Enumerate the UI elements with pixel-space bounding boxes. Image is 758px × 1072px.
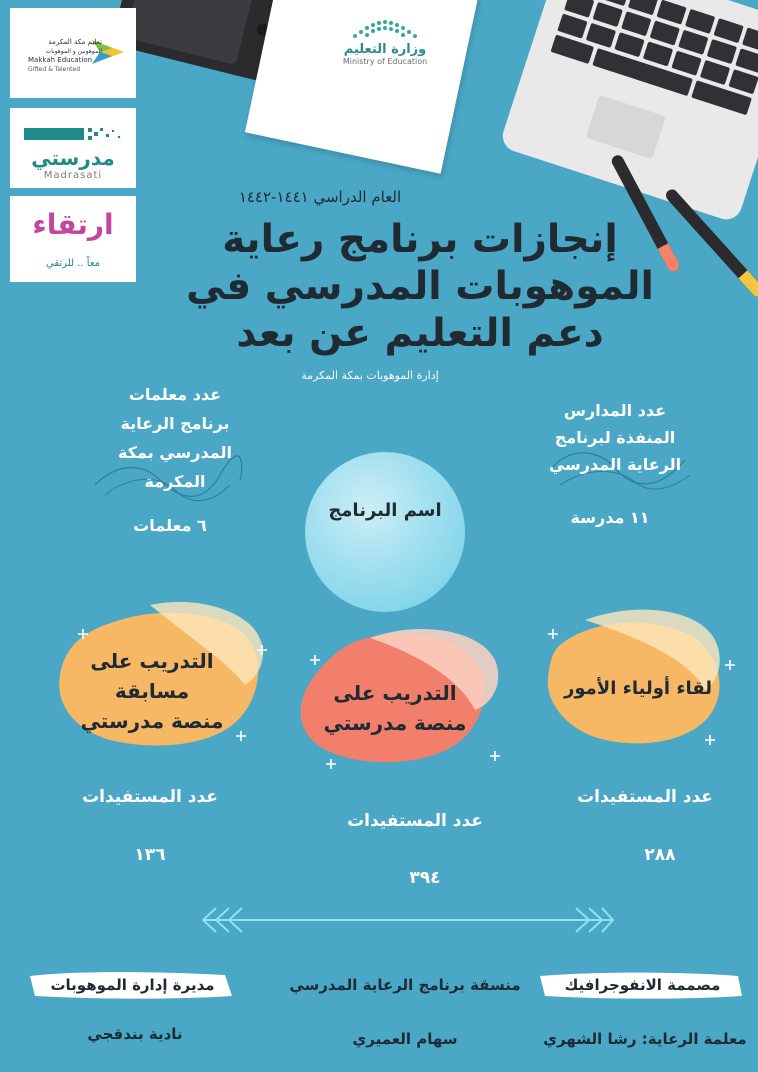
makkah-line1: تعليم مكة المكرمة <box>48 38 102 46</box>
beneficiaries-count-right: ٢٨٨ <box>644 845 676 865</box>
credit-name-middle: سهام العميري <box>352 1030 458 1048</box>
madrasati-english: Madrasati <box>43 170 103 181</box>
makkah-line3: Makkah Education <box>28 56 93 64</box>
teachers-count-label <box>95 380 255 496</box>
page-title <box>170 216 670 357</box>
program-title-middle <box>305 678 485 738</box>
schools-count-value: ١١ مدرسة <box>570 508 650 527</box>
madrasati-arabic: مدرستي <box>31 146 115 170</box>
beneficiaries-label-left: عدد المستفيدات <box>82 787 218 807</box>
program-left-line-3: منصة مدرستي <box>80 709 224 733</box>
teachers-label-line-4: المكرمة <box>144 472 206 491</box>
madrasati-logo <box>10 108 136 188</box>
teachers-label-line-2: برنامج الرعاية <box>120 414 230 433</box>
title-line-2: الموهوبات المدرسي في <box>186 264 654 309</box>
program-title-right <box>548 675 728 703</box>
teachers-label-line-1: عدد معلمات <box>128 385 222 404</box>
credit-role-right: مصممة الانفوجرافيك <box>564 976 721 994</box>
makkah-line4: Gifted & Talented <box>28 66 81 73</box>
schools-label-line-1: عدد المدارس <box>563 401 667 420</box>
schools-count-label <box>535 397 695 478</box>
program-title-left <box>62 646 242 736</box>
academic-year: العام الدراسي ١٤٤١-١٤٤٢ <box>238 188 402 206</box>
madrasati-pixel-icon <box>24 124 124 144</box>
irtiqa-arabic: ارتقاء <box>32 208 114 241</box>
beneficiaries-label-middle: عدد المستفيدات <box>347 811 483 831</box>
makkah-gifted-logo <box>10 8 136 98</box>
moe-arabic: وزارة التعليم <box>343 42 427 57</box>
title-line-1: إنجازات برنامج رعاية <box>222 217 618 262</box>
makkah-line2: الموهوبين و الموهوبات <box>45 48 102 55</box>
program-right-line-1: لقاء أولياء الأمور <box>564 678 712 699</box>
beneficiaries-count-middle: ٣٩٤ <box>409 868 441 888</box>
moe-dots-icon <box>350 18 420 42</box>
irtiqa-slogan: معاً .. للرتقي <box>46 258 100 269</box>
program-middle-line-2: منصة مدرستي <box>323 711 467 735</box>
moe-english: Ministry of Education <box>342 57 428 66</box>
credit-role-left: مديرة إدارة الموهوبات <box>50 976 215 994</box>
teachers-label-line-3: المدرسي بمكة <box>118 443 232 462</box>
credit-name-left: نادية بندقجي <box>87 1025 183 1043</box>
irtiqa-logo <box>10 196 136 282</box>
arrow-divider-icon <box>198 905 618 935</box>
title-line-3: دعم التعليم عن بعد <box>236 311 604 356</box>
moe-logo <box>330 18 440 66</box>
beneficiaries-count-left: ١٣٦ <box>134 845 166 865</box>
program-middle-line-1: التدريب على <box>333 681 457 705</box>
credit-name-right: معلمة الرعاية: رشا الشهري <box>543 1030 747 1048</box>
program-left-line-2: مسابقة <box>114 679 190 703</box>
schools-label-line-3: الرعاية المدرسي <box>548 455 682 474</box>
teachers-count-value: ٦ معلمات <box>133 516 207 535</box>
program-left-line-1: التدريب على <box>90 649 214 673</box>
schools-label-line-2: المنفذة لبرنامج <box>554 428 676 447</box>
program-name-label: اسم البرنامج <box>328 500 442 521</box>
page-subtitle: إدارة الموهوبات بمكة المكرمة <box>301 369 439 382</box>
program-name-circle <box>305 452 465 612</box>
credit-role-middle: منسقة برنامج الرعاية المدرسي <box>289 976 521 994</box>
beneficiaries-label-right: عدد المستفيدات <box>577 787 713 807</box>
